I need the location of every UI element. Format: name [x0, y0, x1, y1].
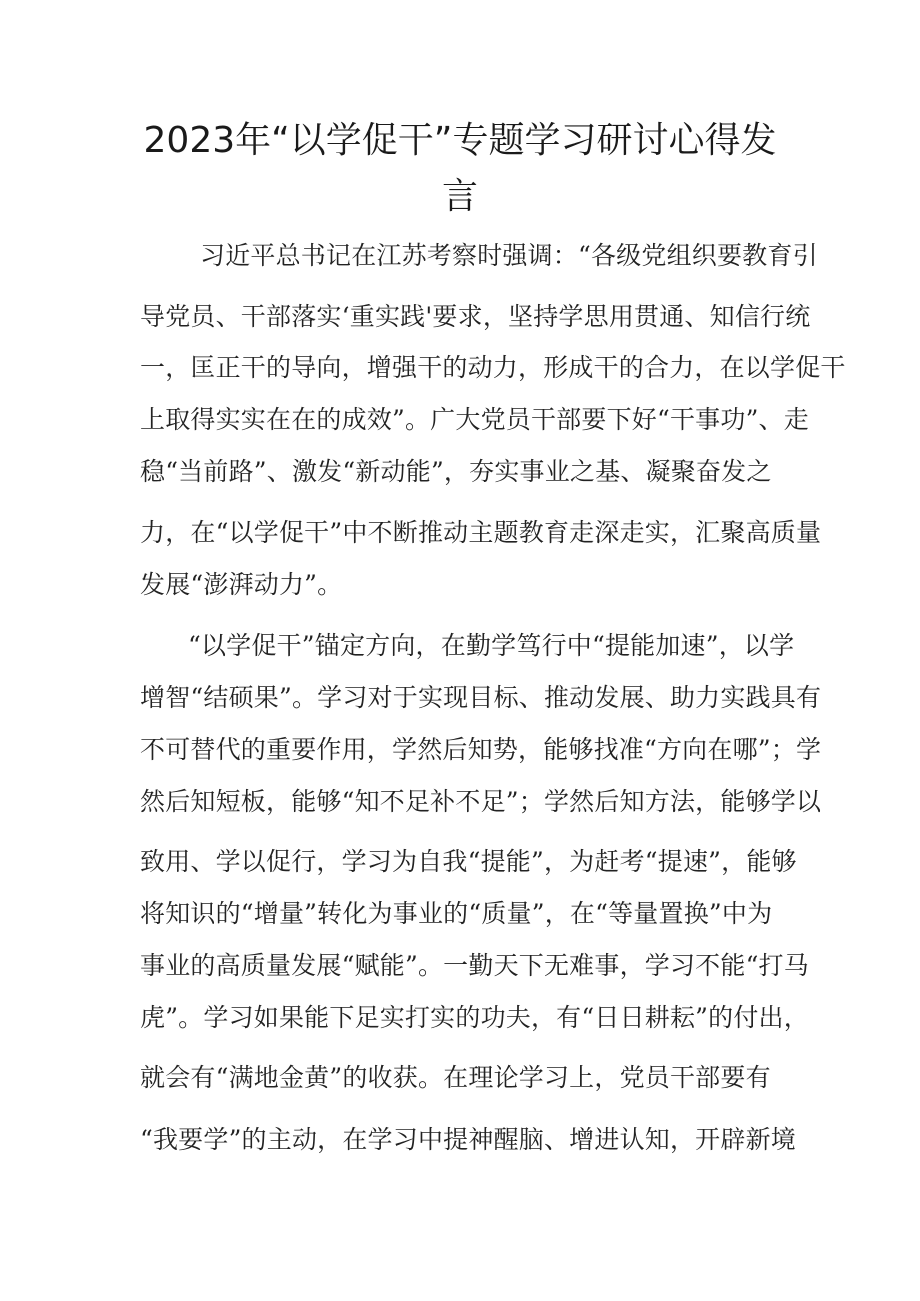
body-line-8: “以学促干”锚定方向，在勤学笃行中“提能加速”，以学	[188, 631, 795, 660]
body-line-11: 然后知短板，能够“知不足补不足”；学然后知方法，能够学以	[140, 787, 822, 816]
body-line-14: 事业的高质量发展“赋能”。一勤天下无难事，学习不能“打马	[140, 951, 809, 980]
body-line-10: 不可替代的重要作用，学然后知势，能够找准“方向在哪”；学	[140, 735, 822, 764]
body-line-15: 虎”。学习如果能下足实打实的功夫，有“日日耕耘”的付出，	[140, 1003, 809, 1032]
body-line-3: 一，匡正干的导向，增强干的动力，形成干的合力，在以学促干	[140, 353, 846, 382]
body-line-5: 稳“当前路”、激发“新动能”，夯实事业之基、凝聚奋发之	[140, 457, 772, 486]
body-line-4: 上取得实实在在的成效”。广大党员干部要下好“干事功”、走	[140, 405, 809, 434]
body-line-13: 将知识的“增量”转化为事业的“质量”，在“等量置换”中为	[140, 899, 773, 928]
body-line-17: “我要学”的主动，在学习中提神醒脑、增进认知，开辟新境	[140, 1125, 796, 1154]
body-line-16: 就会有“满地金黄”的收获。在理论学习上，党员干部要有	[140, 1063, 771, 1092]
document-title-line-1: 2023年“以学促干”专题学习研讨心得发	[143, 120, 777, 161]
document-title-line-2: 言	[441, 176, 478, 217]
body-line-9: 增智“结硕果”。学习对于实现目标、推动发展、助力实践具有	[140, 683, 822, 712]
body-line-7: 发展“澎湃动力”。	[140, 570, 343, 599]
body-line-1: 习近平总书记在江苏考察时强调：“各级党组织要教育引	[200, 241, 818, 270]
body-line-12: 致用、学以促行，学习为自我“提能”，为赶考“提速”，能够	[140, 847, 797, 876]
body-line-6: 力，在“以学促干”中不断推动主题教育走深走实，汇聚高质量	[140, 518, 822, 547]
body-line-2: 导党员、干部落实‘重实践'要求，坚持学思用贯通、知信行统	[140, 302, 811, 331]
